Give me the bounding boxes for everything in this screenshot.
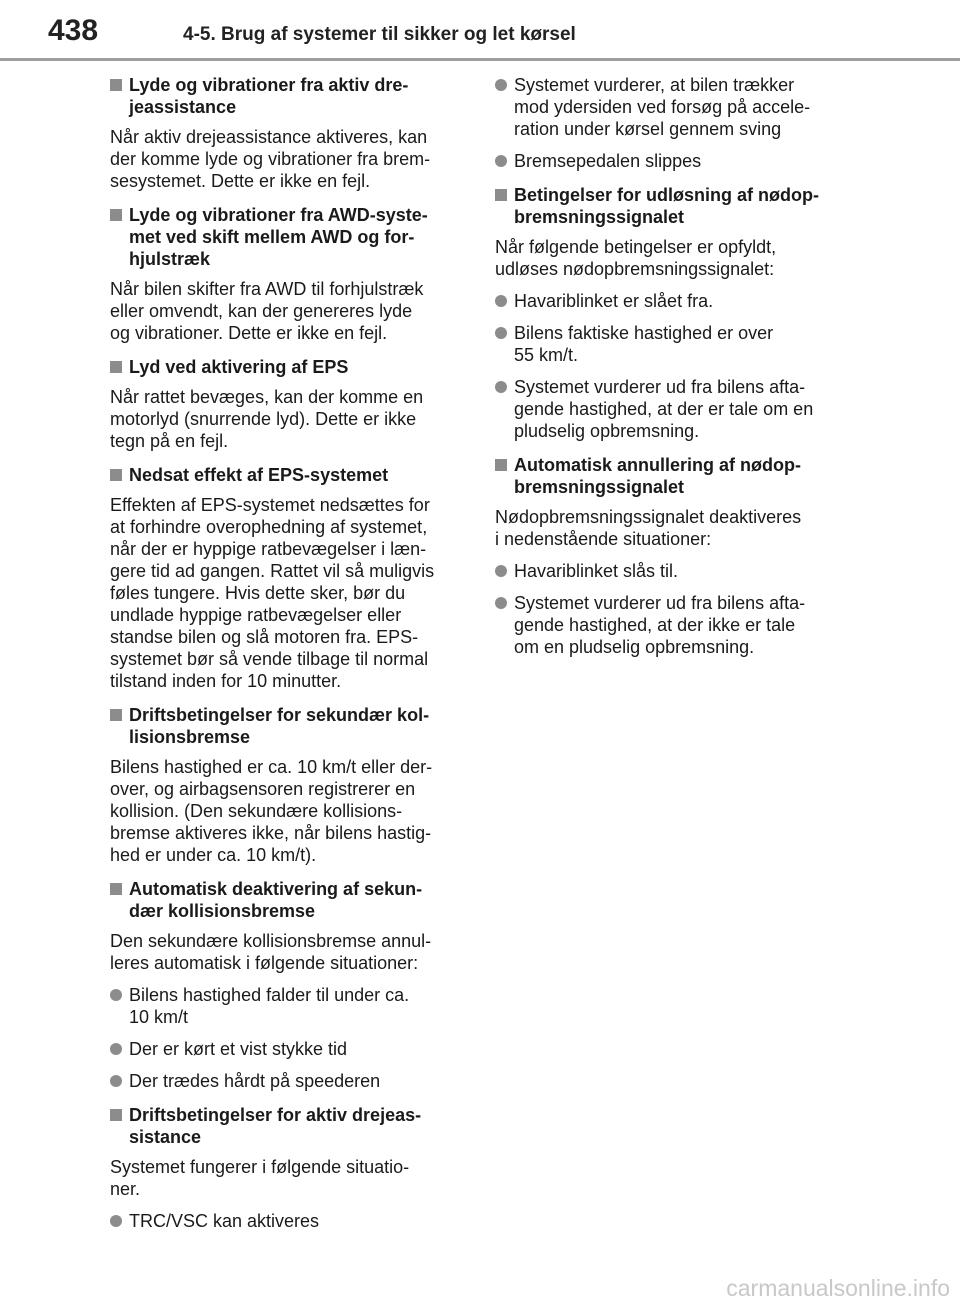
header-divider bbox=[0, 58, 960, 61]
list-item bbox=[495, 74, 860, 140]
subheading bbox=[110, 356, 475, 378]
list-item-text: TRC/VSC kan aktiveres bbox=[129, 1211, 320, 1231]
square-bullet-icon bbox=[110, 709, 122, 721]
subheading-text: Lyde og vibrationer fra AWD-syste- met ved skift mellem AWD og for- hjulstræk bbox=[129, 205, 428, 269]
section-title: 4-5. Brug af systemer til sikker og let kørsel bbox=[183, 24, 576, 45]
round-bullet-icon bbox=[110, 1043, 122, 1055]
section-block bbox=[110, 74, 475, 192]
round-bullet-icon bbox=[495, 381, 507, 393]
paragraph: Når rattet bevæges, kan der komme en motorlyd (snurrende lyd). Dette er ikke tegn på en fejl. bbox=[110, 387, 424, 451]
subheading bbox=[110, 878, 475, 922]
section-block bbox=[110, 704, 475, 866]
section-block bbox=[110, 464, 475, 692]
subheading bbox=[110, 74, 475, 118]
section-block bbox=[495, 184, 860, 442]
section-block bbox=[110, 356, 475, 452]
list-item bbox=[110, 1070, 475, 1092]
square-bullet-icon bbox=[110, 361, 122, 373]
paragraph: Når følgende betingelser er opfyldt, udløses nødopbremsningssignalet: bbox=[495, 237, 777, 279]
subheading bbox=[495, 184, 860, 228]
right-column bbox=[495, 74, 860, 670]
list-item bbox=[495, 376, 860, 442]
round-bullet-icon bbox=[495, 155, 507, 167]
square-bullet-icon bbox=[495, 189, 507, 201]
list-item-text: Der trædes hårdt på speederen bbox=[129, 1071, 381, 1091]
round-bullet-icon bbox=[110, 1215, 122, 1227]
section-block bbox=[110, 204, 475, 344]
list-item-text: Systemet vurderer ud fra bilens afta- gende hastighed, at der ikke er tale om en pludselig opbremsning. bbox=[514, 593, 806, 657]
subheading-text: Nedsat effekt af EPS-systemet bbox=[129, 465, 389, 485]
subheading bbox=[495, 454, 860, 498]
subheading-text: Lyd ved aktivering af EPS bbox=[129, 357, 349, 377]
round-bullet-icon bbox=[495, 597, 507, 609]
paragraph: Bilens hastighed er ca. 10 km/t eller der- over, og airbagsensoren registrerer en kollision. (Den sekundære kollisions- bremse aktiveres ikke, når bilens hastig- hed er under ca. 10 km/t). bbox=[110, 757, 433, 865]
section-block bbox=[110, 878, 475, 1092]
list-item-text: Der er kørt et vist stykke tid bbox=[129, 1039, 348, 1059]
subheading-text: Driftsbetingelser for sekundær kol- lisionsbremse bbox=[129, 705, 430, 747]
round-bullet-icon bbox=[495, 327, 507, 339]
paragraph: Effekten af EPS-systemet nedsættes for at forhindre overophedning af systemet, når der er hyppige ratbevægelser i læn- gere tid ad gangen. Rattet vil så muligvis føles tungere. Hvis dette sker, bør du undlade hyppige ratbevægelser eller standse bilen og slå motoren fra. EPS- systemet bør så vende tilbage til normal tilstand inden for 10 minutter. bbox=[110, 495, 435, 691]
subheading-text: Automatisk deaktivering af sekun- dær kollisionsbremse bbox=[129, 879, 423, 921]
square-bullet-icon bbox=[110, 79, 122, 91]
square-bullet-icon bbox=[110, 1109, 122, 1121]
subheading bbox=[110, 204, 475, 270]
subheading bbox=[110, 704, 475, 748]
list-item bbox=[110, 1038, 475, 1060]
watermark: carmanualsonline.info bbox=[726, 1275, 950, 1301]
page-number: 438 bbox=[48, 14, 99, 47]
paragraph: Den sekundære kollisionsbremse annul- leres automatisk i følgende situationer: bbox=[110, 931, 432, 973]
subheading bbox=[110, 464, 475, 486]
square-bullet-icon bbox=[495, 459, 507, 471]
list-item-text: Systemet vurderer ud fra bilens afta- gende hastighed, at der er tale om en pludselig opbremsning. bbox=[514, 377, 814, 441]
subheading-text: Automatisk annullering af nødop- bremsningssignalet bbox=[514, 455, 801, 497]
square-bullet-icon bbox=[110, 469, 122, 481]
list-item-text: Bremsepedalen slippes bbox=[514, 151, 702, 171]
round-bullet-icon bbox=[495, 79, 507, 91]
subheading-text: Driftsbetingelser for aktiv drejeas- sistance bbox=[129, 1105, 422, 1147]
round-bullet-icon bbox=[495, 295, 507, 307]
paragraph: Når aktiv drejeassistance aktiveres, kan der komme lyde og vibrationer fra brem- sesystemet. Dette er ikke en fejl. bbox=[110, 127, 431, 191]
list-item bbox=[495, 150, 860, 172]
left-column bbox=[110, 74, 475, 1244]
section-block bbox=[495, 454, 860, 658]
section-block bbox=[495, 74, 860, 172]
round-bullet-icon bbox=[495, 565, 507, 577]
subheading bbox=[110, 1104, 475, 1148]
list-item bbox=[495, 592, 860, 658]
square-bullet-icon bbox=[110, 883, 122, 895]
page-header bbox=[0, 0, 960, 64]
list-item-text: Havariblinket er slået fra. bbox=[514, 291, 714, 311]
list-item-text: Havariblinket slås til. bbox=[514, 561, 679, 581]
paragraph: Nødopbremsningssignalet deaktiveres i nedenstående situationer: bbox=[495, 507, 802, 549]
paragraph: Når bilen skifter fra AWD til forhjulstræk eller omvendt, kan der genereres lyde og vibrationer. Dette er ikke en fejl. bbox=[110, 279, 424, 343]
list-item-text: Bilens hastighed falder til under ca. 10 km/t bbox=[129, 985, 410, 1027]
list-item bbox=[495, 290, 860, 312]
list-item-text: Bilens faktiske hastighed er over 55 km/t. bbox=[514, 323, 774, 365]
square-bullet-icon bbox=[110, 209, 122, 221]
section-block bbox=[110, 1104, 475, 1232]
round-bullet-icon bbox=[110, 989, 122, 1001]
list-item bbox=[495, 560, 860, 582]
subheading-text: Lyde og vibrationer fra aktiv dre- jeassistance bbox=[129, 75, 409, 117]
list-item-text: Systemet vurderer, at bilen trækker mod ydersiden ved forsøg på accele- ration under kørsel gennem sving bbox=[514, 75, 811, 139]
list-item bbox=[110, 984, 475, 1028]
round-bullet-icon bbox=[110, 1075, 122, 1087]
subheading-text: Betingelser for udløsning af nødop- bremsningssignalet bbox=[514, 185, 819, 227]
paragraph: Systemet fungerer i følgende situatio- ner. bbox=[110, 1157, 410, 1199]
list-item bbox=[495, 322, 860, 366]
list-item bbox=[110, 1210, 475, 1232]
